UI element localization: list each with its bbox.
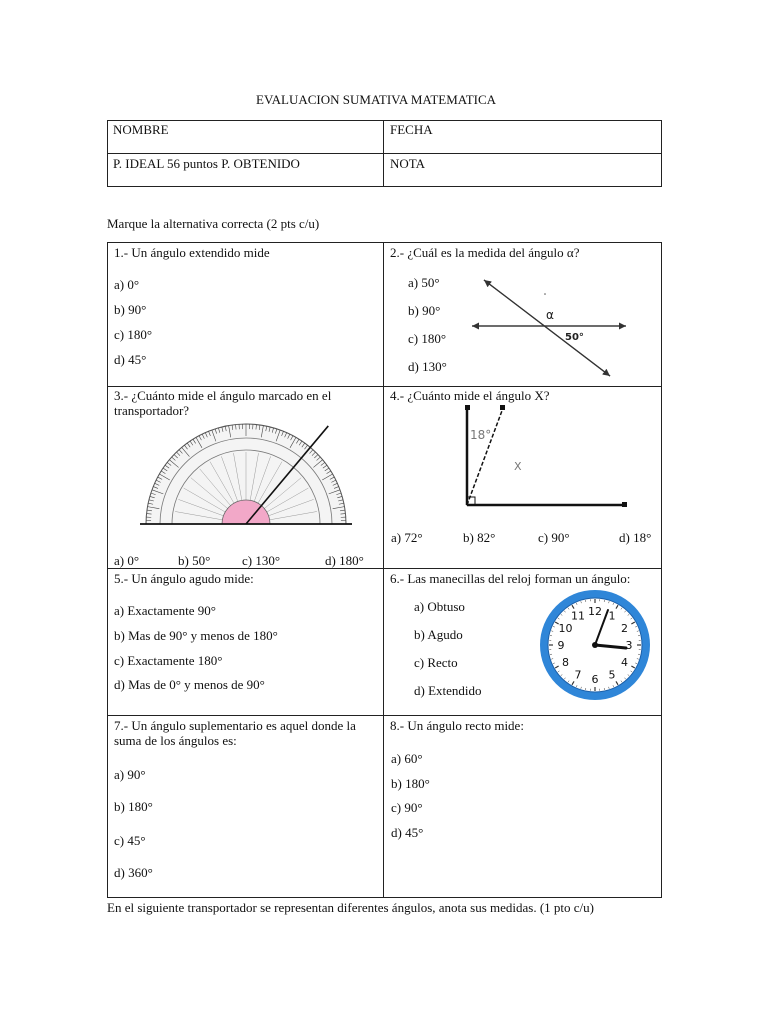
- question-3-prompt: 3.- ¿Cuánto mide el ángulo marcado en el transportador?: [114, 388, 332, 418]
- instructions: Marque la alternativa correcta (2 pts c/u): [107, 216, 320, 231]
- nombre-label: NOMBRE: [113, 122, 169, 137]
- question-2-option-a[interactable]: a) 50°: [408, 275, 440, 290]
- question-5-option-b[interactable]: b) Mas de 90° y menos de 180°: [114, 628, 278, 643]
- questions-row-divider: [107, 386, 662, 387]
- question-2-option-d[interactable]: d) 130°: [408, 359, 447, 374]
- clock-number: 3: [625, 639, 633, 652]
- question-1-option-b[interactable]: b) 90°: [114, 302, 147, 317]
- clock-number: 1: [608, 609, 616, 623]
- questions-row-divider: [107, 715, 662, 716]
- nota-label: NOTA: [390, 156, 426, 171]
- clock-number: 11: [571, 609, 585, 623]
- question-5-option-a[interactable]: a) Exactamente 90°: [114, 603, 216, 618]
- question-1-option-a[interactable]: a) 0°: [114, 277, 140, 292]
- question-7-option-b[interactable]: b) 180°: [114, 799, 153, 814]
- header-table-row-divider: [107, 153, 662, 154]
- question-8-option-b[interactable]: b) 180°: [391, 776, 430, 791]
- question-8-option-d[interactable]: d) 45°: [391, 825, 424, 840]
- eighteen-degree-label: 18°: [470, 428, 492, 442]
- header-table-col-divider: [383, 120, 384, 187]
- question-8-prompt: 8.- Un ángulo recto mide:: [390, 718, 524, 733]
- question-4-option-a[interactable]: a) 72°: [391, 530, 423, 545]
- question-4-option-d[interactable]: d) 18°: [619, 530, 652, 545]
- x-label: X: [514, 460, 522, 473]
- question-8-option-c[interactable]: c) 90°: [391, 800, 423, 815]
- footer-instructions: En el siguiente transportador se representan diferentes ángulos, anota sus medidas. (1 pto c/u): [107, 900, 594, 915]
- fifty-degree-label: 50°: [565, 332, 584, 343]
- clock-number: 6: [591, 673, 599, 686]
- question-6-option-c[interactable]: c) Recto: [414, 655, 458, 670]
- question-7-option-d[interactable]: d) 360°: [114, 865, 153, 880]
- clock-number: 10: [558, 622, 573, 635]
- question-7-option-a[interactable]: a) 90°: [114, 767, 146, 782]
- question-2-option-c[interactable]: c) 180°: [408, 331, 447, 346]
- question-2-option-b[interactable]: b) 90°: [408, 303, 441, 318]
- fecha-label: FECHA: [390, 122, 433, 137]
- question-3-option-b[interactable]: b) 50°: [178, 553, 211, 568]
- clock-number: 9: [557, 639, 565, 652]
- clock-number: 7: [574, 668, 582, 682]
- clock-number: 2: [620, 622, 628, 635]
- question-1-prompt: 1.- Un ángulo extendido mide: [114, 245, 270, 260]
- clock-number: 12: [588, 605, 602, 618]
- question-5-option-c[interactable]: c) Exactamente 180°: [114, 653, 223, 668]
- question-4-option-b[interactable]: b) 82°: [463, 530, 496, 545]
- question-3-option-d[interactable]: d) 180°: [325, 553, 364, 568]
- question-7-prompt: 7.- Un ángulo suplementario es aquel donde la suma de los ángulos es:: [114, 718, 356, 748]
- questions-row-divider: [107, 568, 662, 569]
- question-4-prompt: 4.- ¿Cuánto mide el ángulo X?: [390, 388, 550, 403]
- clock-number: 5: [608, 668, 616, 682]
- question-6-option-a[interactable]: a) Obtuso: [414, 599, 465, 614]
- question-8-option-a[interactable]: a) 60°: [391, 751, 423, 766]
- questions-col-divider: [383, 242, 384, 898]
- clock-number: 4: [620, 656, 628, 669]
- question-7-option-c[interactable]: c) 45°: [114, 833, 146, 848]
- angle-x-figure: [455, 402, 630, 512]
- question-6-option-b[interactable]: b) Agudo: [414, 627, 463, 642]
- question-1-option-c[interactable]: c) 180°: [114, 327, 153, 342]
- puntos-label: P. IDEAL 56 puntos P. OBTENIDO: [113, 156, 300, 171]
- question-2-prompt: 2.- ¿Cuál es la medida del ángulo α?: [390, 245, 580, 260]
- question-1-option-d[interactable]: d) 45°: [114, 352, 147, 367]
- page-title: EVALUACION SUMATIVA MATEMATICA: [256, 92, 497, 107]
- question-5-option-d[interactable]: d) Mas de 0° y menos de 90°: [114, 677, 265, 692]
- clock-number: 8: [562, 656, 570, 669]
- intersecting-lines-figure: [468, 276, 633, 381]
- clock-figure: [536, 586, 654, 704]
- protractor-figure: [140, 418, 355, 530]
- alpha-label: α: [546, 308, 554, 322]
- question-5-prompt: 5.- Un ángulo agudo mide:: [114, 571, 254, 586]
- question-3-option-a[interactable]: a) 0°: [114, 553, 140, 568]
- question-4-option-c[interactable]: c) 90°: [538, 530, 570, 545]
- question-6-option-d[interactable]: d) Extendido: [414, 683, 482, 698]
- question-6-prompt: 6.- Las manecillas del reloj forman un ángulo:: [390, 571, 631, 586]
- question-3-option-c[interactable]: c) 130°: [242, 553, 281, 568]
